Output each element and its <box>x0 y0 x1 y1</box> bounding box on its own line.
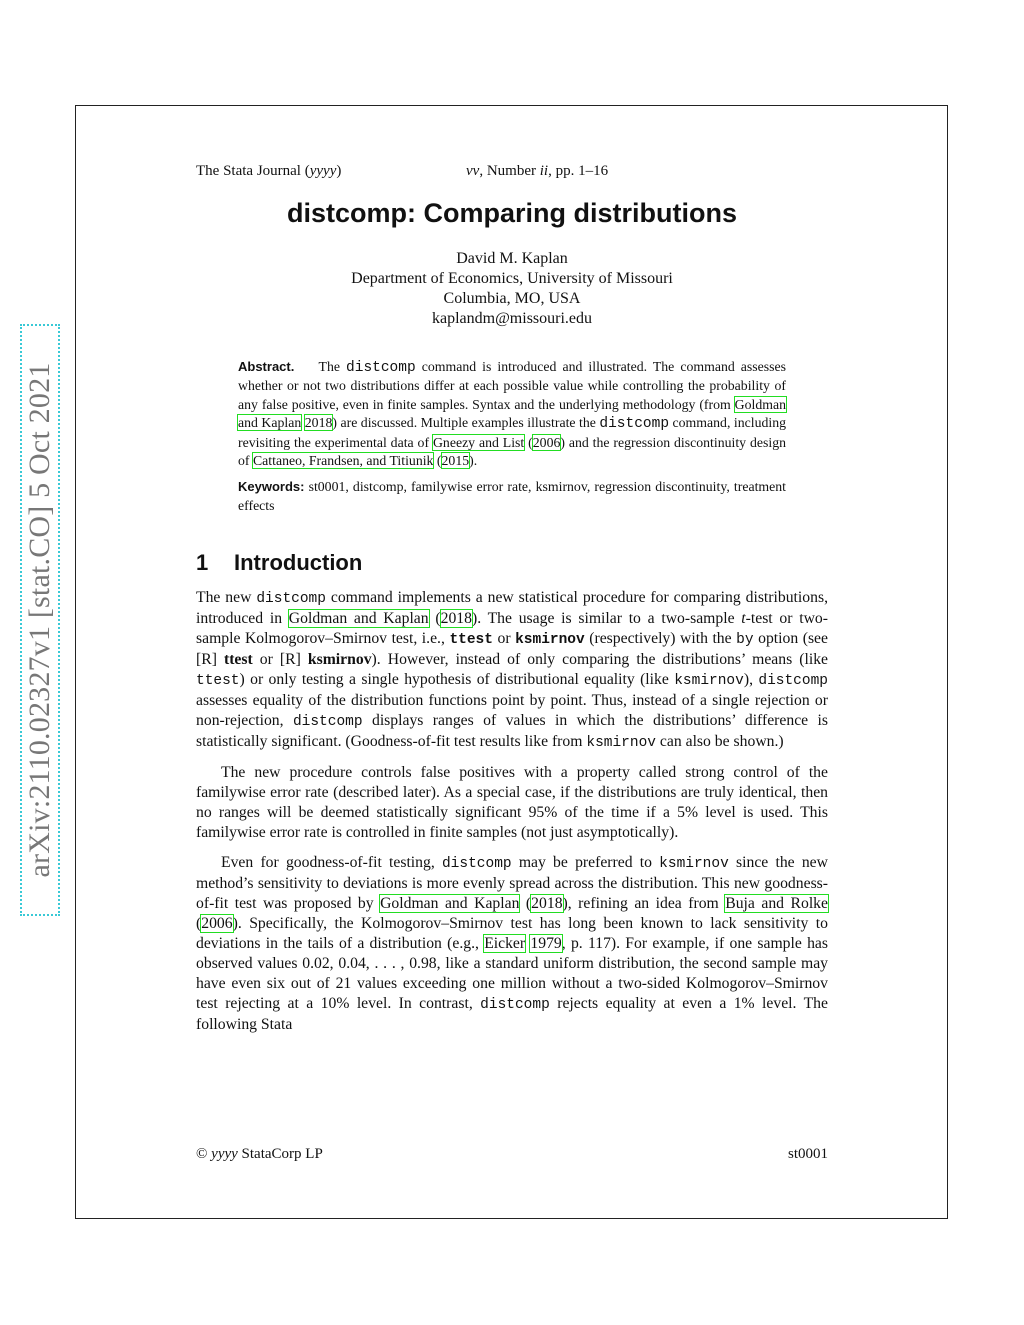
section-title: Introduction <box>234 550 363 576</box>
citation-year-link[interactable]: 2006 <box>201 915 233 933</box>
citation-link[interactable]: Gneezy and List <box>432 434 525 450</box>
journal-name: The Stata Journal (yyyy) <box>196 163 342 179</box>
author-email[interactable]: kaplandm@missouri.edu <box>431 310 593 327</box>
author-location: Columbia, MO, USA <box>443 290 581 307</box>
article-code: st0001 <box>787 1146 828 1162</box>
citation-link[interactable]: Goldman and Kaplan <box>380 895 520 913</box>
page-footer <box>196 1146 828 1163</box>
paragraph: The new procedure controls false positives with a property called strong control of the familywise error rate (described later). As a special case, if the distributions are truly identical, then no ranges will be deemed statistically significant 95% of the time if a 5% level is used. This familywise error rate is controlled in finite samples (not just asymptotically). <box>196 764 828 842</box>
citation-year-link[interactable]: 2006 <box>532 434 561 450</box>
citation-year-link[interactable]: 2018 <box>304 415 333 431</box>
abstract-label: Abstract. <box>238 359 295 374</box>
citation-year-link[interactable]: 2018 <box>440 610 472 628</box>
page-content <box>196 163 828 1035</box>
citation-link[interactable]: Buja and Rolke <box>725 895 828 913</box>
journal-header <box>196 163 828 185</box>
section-heading <box>196 550 828 576</box>
citation-link[interactable]: Eicker <box>484 935 526 953</box>
author-name: David M. Kaplan <box>456 250 568 267</box>
citation-link[interactable]: Cattaneo, Frandsen, and Titiunik <box>252 453 434 469</box>
arxiv-stamp <box>20 324 60 916</box>
journal-issue: vv, Number ii, pp. 1–16 <box>466 163 609 179</box>
arxiv-stamp-text: arXiv:2110.02327v1 [stat.CO] 5 Oct 2021 <box>23 362 56 878</box>
citation-link[interactable]: Goldman and Kaplan <box>238 396 786 431</box>
author-affiliation: Department of Economics, University of Missouri <box>351 270 673 287</box>
paper-title: distcomp: Comparing distributions <box>287 198 737 228</box>
citation-year-link[interactable]: 2018 <box>531 895 563 913</box>
keywords-label: Keywords: <box>238 479 305 495</box>
author-block <box>196 249 828 329</box>
citation-link[interactable]: Goldman and Kaplan <box>288 610 429 628</box>
section-number: 1 <box>196 550 209 576</box>
citation-year-link[interactable]: 2015 <box>441 453 470 469</box>
citation-year-link[interactable]: 1979 <box>530 935 562 953</box>
paragraph: The new distcomp command implements a new statistical procedure for comparing distributions, introduced in Goldman and Kaplan (2018). The usage is similar to a two-sample t-test or two-sample Kolmogorov–Smirnov test, i.e., ttest or ksmirnov (respectively) with the by option (see [R] ttest or [R] ksmirnov). However, instead of only comparing the distributions’ means (like ttest) or only testing a single hypothesis of distributional equality (like ksmirnov), distcomp assesses equality of the distribution functions point by point. Thus, instead of a single rejection or non-rejection, distcomp displays ranges of values in which the distributions’ difference is statistically significant. (Goodness-of-fit test results like from ksmirnov can also be shown.) <box>196 589 829 752</box>
keywords: Keywords: st0001, distcomp, familywise error rate, ksmirnov, regression discontinuity, treatment effects <box>238 479 786 513</box>
abstract: Abstract. The distcomp command is introduced and illustrated. The command assesses whether or not two distributions differ at each possible value while controlling the probability of any false positive, even in finite samples. Syntax and the underlying methodology (from Goldman and Kaplan 2018) are discussed. Multiple examples illustrate the distcomp command, including revisiting the experimental data of Gneezy and List (2006) and the regression discontinuity design of Cattaneo, Frandsen, and Titiunik (2015). <box>238 359 787 469</box>
copyright-notice: © yyyy StataCorp LP <box>196 1146 323 1162</box>
paragraph: Even for goodness-of-fit testing, distcomp may be preferred to ksmirnov since the new method’s sensitivity to deviations is more evenly spread across the distribution. This new goodness-of-fit test was proposed by Goldman and Kaplan (2018), refining an idea from Buja and Rolke (2006). Specifically, the Kolmogorov–Smirnov test has long been known to lack sensitivity to deviations in the tails of a distribution (e.g., Eicker 1979, p. 117). For example, if one sample has observed values 0.02, 0.04, . . . , 0.98, like a standard uniform distribution, the second sample may have even six out of 21 values exceeding one million without a two-sided Kolmogorov–Smirnov test rejecting at a 10% level. In contrast, distcomp rejects equality at even a 1% level. The following Stata <box>196 854 829 1034</box>
